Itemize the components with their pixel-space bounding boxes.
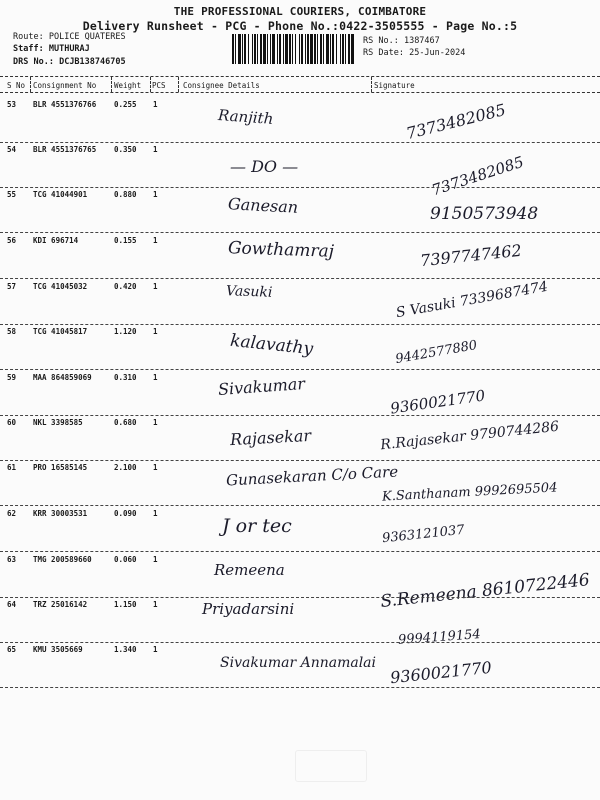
row-sno: 60 [7, 418, 17, 427]
barcode-bar [305, 34, 306, 64]
col-header-consignee: Consignee Details [183, 81, 260, 90]
col-header-pcs: PCS [152, 81, 166, 90]
row-weight: 0.255 [114, 100, 137, 109]
route-label: Route: [13, 32, 44, 42]
row-pcs: 1 [153, 327, 158, 336]
row-consignment-no: KMU 3505669 [33, 645, 83, 654]
row-sno: 64 [7, 600, 17, 609]
row-signature-handwritten: 7397747462 [419, 240, 523, 271]
column-divider [30, 77, 31, 92]
column-divider [371, 77, 372, 92]
rs-no-label: RS No.: [363, 36, 399, 46]
row-consignment-no: MAA 864859069 [33, 373, 92, 382]
row-consignee-handwritten: — DO — [230, 157, 299, 176]
col-header-sno: S No [7, 81, 26, 90]
barcode-bar [340, 34, 341, 64]
barcode-bar [260, 34, 262, 64]
row-sno: 58 [7, 327, 17, 336]
row-sno: 56 [7, 236, 17, 245]
row-sno: 65 [7, 645, 17, 654]
row-weight: 0.060 [114, 555, 137, 564]
table-row [0, 190, 600, 234]
rs-no-value: 1387467 [403, 36, 440, 46]
row-consignee-handwritten: Gowthamraj [227, 238, 335, 262]
show-through-mark [295, 750, 367, 782]
barcode-bar [254, 34, 256, 64]
col-header-signature: Signature [374, 81, 415, 90]
barcode-bar [283, 34, 284, 64]
column-divider [150, 77, 151, 92]
barcode-bar [267, 34, 268, 64]
row-consignee-handwritten: Ranjith [217, 106, 274, 128]
header-top-rule [0, 76, 600, 77]
rs-no-line [363, 36, 440, 46]
row-separator [0, 642, 600, 643]
row-sno: 55 [7, 190, 17, 199]
drs-line [13, 57, 126, 67]
barcode-bar [323, 34, 324, 64]
row-pcs: 1 [153, 145, 158, 154]
row-consignment-no: BLR 4551376765 [33, 145, 97, 154]
row-pcs: 1 [153, 509, 158, 518]
row-sno: 59 [7, 373, 17, 382]
row-pcs: 1 [153, 555, 158, 564]
row-consignee-handwritten: Priyadarsini [202, 600, 295, 618]
row-separator [0, 460, 600, 461]
company-title: THE PROFESSIONAL COURIERS, COIMBATORE [173, 5, 427, 18]
row-signature-handwritten: 9363121037 [381, 522, 466, 547]
barcode-bar [279, 34, 281, 64]
row-consignment-no: PRO 16585145 [33, 463, 88, 472]
row-pcs: 1 [153, 100, 158, 109]
row-pcs: 1 [153, 190, 158, 199]
row-consignment-no: TMG 200589660 [33, 555, 92, 564]
row-consignee-handwritten: Rajasekar [229, 425, 312, 450]
row-signature-handwritten: 9994119154 [397, 627, 482, 648]
table-row [0, 373, 600, 417]
table-row [0, 645, 600, 689]
row-consignee-handwritten: Sivakumar [217, 373, 306, 400]
col-header-weight: Weight [114, 81, 142, 90]
table-row [0, 278, 600, 326]
row-weight: 1.340 [114, 645, 137, 654]
row-pcs: 1 [153, 373, 158, 382]
row-sno: 61 [7, 463, 17, 472]
row-separator [0, 505, 600, 506]
row-separator [0, 324, 600, 325]
route-value: POLICE QUATERES [48, 32, 126, 42]
row-separator [0, 232, 600, 233]
barcode-bar [307, 34, 309, 64]
row-consignment-no: TRZ 25016142 [33, 600, 88, 609]
row-weight: 0.420 [114, 282, 137, 291]
rs-date-label: RS Date: [363, 48, 404, 58]
barcode-bar [257, 34, 258, 64]
column-divider [178, 77, 179, 92]
row-weight: 0.155 [114, 236, 137, 245]
barcode-bar [285, 34, 288, 64]
row-separator [0, 278, 600, 279]
col-header-consignment: Consignment No [33, 81, 97, 90]
row-consignment-no: KDI 696714 [33, 236, 79, 245]
barcode-bar [301, 34, 303, 64]
row-separator [0, 415, 600, 416]
barcode-bar [248, 34, 249, 64]
table-row [0, 600, 600, 648]
table-row [0, 100, 600, 144]
row-separator [0, 369, 600, 370]
row-consignee-handwritten: Ganesan [227, 194, 299, 217]
row-sno: 54 [7, 145, 17, 154]
row-consignment-no: TCG 41044901 [33, 190, 88, 199]
row-signature-handwritten: 7373482085 [429, 152, 526, 200]
row-signature-handwritten: R.Rajasekar 9790744286 [379, 418, 560, 454]
table-row [0, 463, 600, 507]
row-weight: 0.350 [114, 145, 137, 154]
row-separator [0, 187, 600, 188]
row-consignment-no: KRR 30003531 [33, 509, 88, 518]
row-sno: 62 [7, 509, 17, 518]
barcode-bar [289, 34, 291, 64]
row-consignee-handwritten: J or tec [222, 515, 292, 537]
barcode-bar [310, 34, 313, 64]
row-signature-handwritten: 9442577880 [394, 337, 479, 368]
barcode-bar [326, 34, 329, 64]
row-weight: 0.310 [114, 373, 137, 382]
barcode-bar [270, 34, 271, 64]
row-consignment-no: TCG 41045032 [33, 282, 88, 291]
drs-label: DRS No.: [13, 57, 54, 67]
barcode-bar [351, 34, 354, 64]
row-sno: 53 [7, 100, 17, 109]
staff-line [13, 44, 90, 54]
barcode-bar [295, 34, 296, 64]
barcode-bar [244, 34, 246, 64]
row-weight: 1.120 [114, 327, 137, 336]
row-weight: 0.880 [114, 190, 137, 199]
row-weight: 1.150 [114, 600, 137, 609]
barcode-bar [336, 34, 337, 64]
row-pcs: 1 [153, 418, 158, 427]
barcode-bar [299, 34, 300, 64]
barcode-bar [332, 34, 334, 64]
row-consignee-handwritten: Vasuki [225, 283, 273, 301]
row-signature-handwritten: 9150573948 [430, 204, 539, 224]
row-separator [0, 687, 600, 688]
barcode-bar [232, 34, 234, 64]
row-pcs: 1 [153, 282, 158, 291]
row-pcs: 1 [153, 236, 158, 245]
row-consignee-handwritten: Gunasekaran C/o Care [225, 462, 399, 490]
header-bottom-rule [0, 92, 600, 93]
row-separator [0, 551, 600, 552]
table-row [0, 509, 600, 553]
row-pcs: 1 [153, 645, 158, 654]
rs-date-line [363, 48, 465, 58]
row-consignee-handwritten: kalavathy [229, 330, 314, 360]
row-separator [0, 142, 600, 143]
row-signature-handwritten: K.Santhanam 9992695504 [381, 480, 558, 505]
rs-date-value: 25-Jun-2024 [409, 48, 466, 58]
row-pcs: 1 [153, 463, 158, 472]
barcode-bar [320, 34, 322, 64]
barcode-bar [314, 34, 316, 64]
staff-value: MUTHURAJ [48, 44, 90, 54]
barcode-bar [292, 34, 293, 64]
barcode-image [230, 34, 355, 64]
row-sno: 63 [7, 555, 17, 564]
barcode-bar [348, 34, 350, 64]
barcode-bar [345, 34, 346, 64]
column-divider [111, 77, 112, 92]
row-weight: 0.090 [114, 509, 137, 518]
drs-value: DCJB138746705 [59, 57, 126, 67]
barcode-bar [272, 34, 275, 64]
sheet-title: Delivery Runsheet - PCG - Phone No.:0422-3505555 - Page No.:5 [82, 19, 518, 33]
row-consignment-no: TCG 41045817 [33, 327, 88, 336]
barcode-bar [330, 34, 331, 64]
row-consignee-handwritten: Sivakumar Annamalai [220, 655, 377, 671]
table-row [0, 236, 600, 280]
row-signature-handwritten: 7373482085 [404, 99, 508, 144]
row-consignment-no: BLR 4551376766 [33, 100, 97, 109]
row-weight: 2.100 [114, 463, 137, 472]
row-consignment-no: NKL 3398585 [33, 418, 83, 427]
barcode-bar [263, 34, 266, 64]
staff-label: Staff: [13, 44, 44, 54]
barcode-bar [342, 34, 344, 64]
row-consignee-handwritten: Remeena [214, 561, 285, 579]
route-line [13, 32, 126, 42]
barcode-bar [242, 34, 243, 64]
barcode-bar [317, 34, 318, 64]
barcode-bar [238, 34, 241, 64]
row-pcs: 1 [153, 600, 158, 609]
table-row [0, 327, 600, 371]
barcode-bar [252, 34, 253, 64]
barcode-bar [277, 34, 278, 64]
table-row [0, 418, 600, 462]
row-separator [0, 597, 600, 598]
row-sno: 57 [7, 282, 17, 291]
row-signature-handwritten: 9360021770 [389, 386, 487, 418]
row-signature-handwritten: S Vasuki 7339687474 [394, 278, 550, 322]
barcode-bar [235, 34, 236, 64]
row-signature-handwritten: S.Remeena 8610722446 [379, 570, 591, 612]
row-signature-handwritten: 9360021770 [389, 657, 493, 688]
row-weight: 0.680 [114, 418, 137, 427]
